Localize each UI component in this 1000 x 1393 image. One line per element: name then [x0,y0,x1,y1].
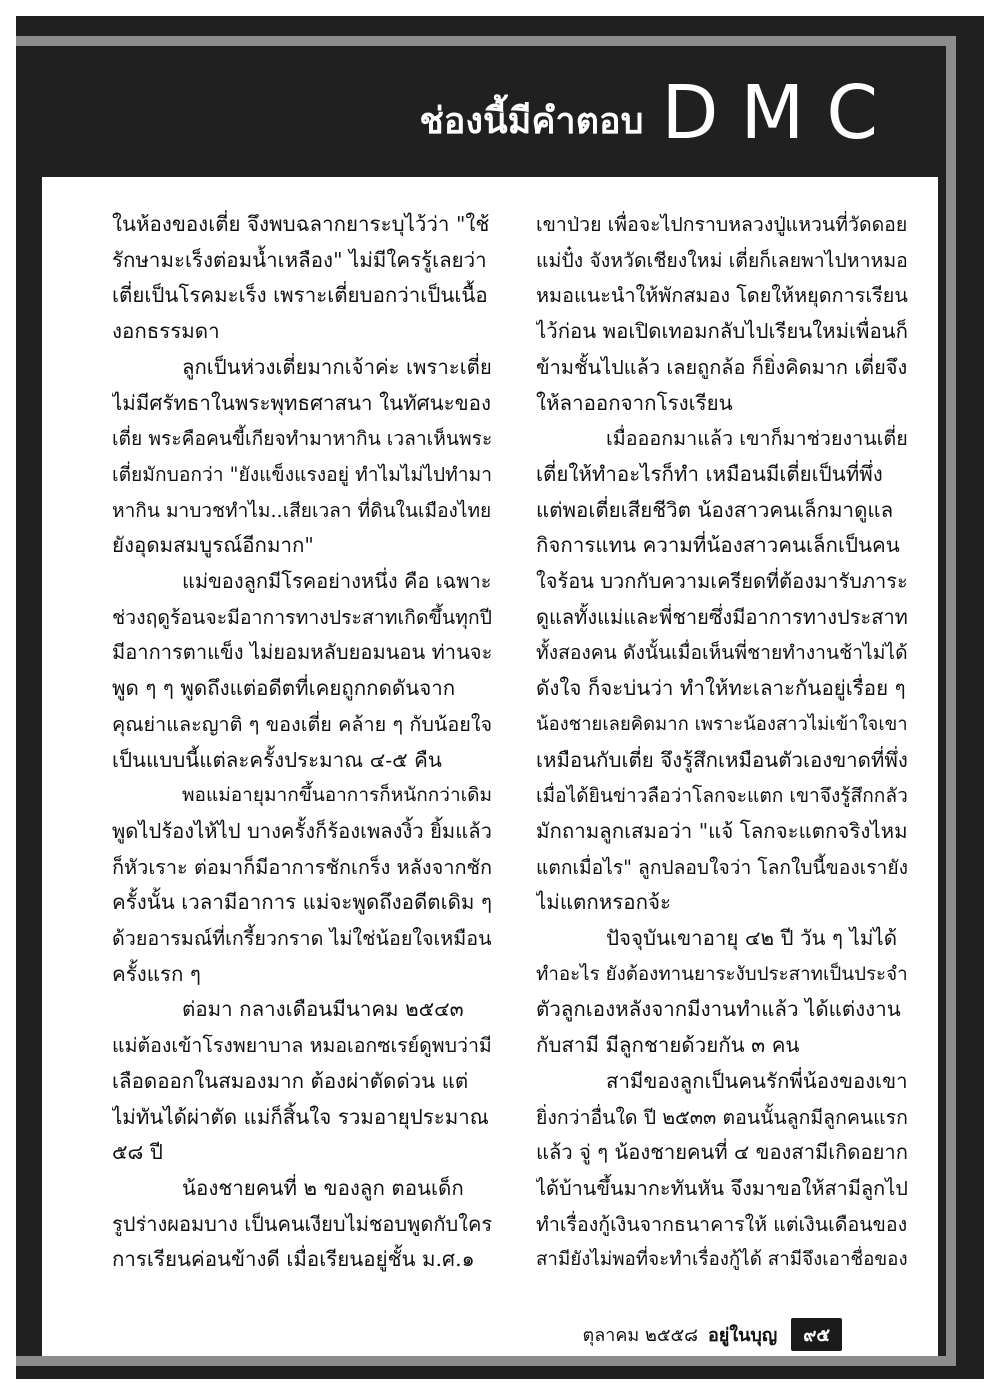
text-line: น้องชายคนที่ ๒ ของลูก ตอนเด็ก [182,1175,464,1200]
text-line: รูปร่างผอมบาง เป็นคนเงียบไม่ชอบพูดกับใคร [112,1211,492,1236]
text-line: ดูแลทั้งแม่และพี่ชายซึ่งมีอาการทางประสาท [536,604,908,629]
text-line: ไม่แตกหรอกจ้ะ [536,890,672,915]
text-line: งอกธรรมดา [112,319,220,344]
text-line: แต่พอเตี่ยเสียชีวิต น้องสาวคนเล็กมาดูแล [536,497,894,522]
footer-text [583,1318,842,1351]
header-title-dmc: DMC [661,70,900,156]
text-line: กิจการแทน ความที่น้องสาวคนเล็กเป็นคน [536,533,900,558]
text-line: พูด ๆ ๆ พูดถึงแต่อดีตที่เคยถูกกดดันจาก [112,676,456,701]
text-line: มักถามลูกเสมอว่า "แจ้ โลกจะแตกจริงไหม [536,818,908,843]
text-line: ดังใจ ก็จะบ่นว่า ทำให้ทะเลาะกันอยู่เรื่อย ๆ [536,676,906,701]
text-line: แตกเมื่อไร" ลูกปลอบใจว่า โลกใบนี้ของเรายัง [536,855,908,879]
text-line: คุณย่าและญาติ ๆ ของเตี่ย คล้าย ๆ กับน้อยใจ [112,712,492,736]
text-line: ลูกเป็นห่วงเตี่ยมากเจ้าค่ะ เพราะเตี่ย [182,354,492,379]
text-line: ช่วงฤดูร้อนจะมีอาการทางประสาทเกิดขึ้นทุกปี [112,605,492,629]
left-column [112,207,492,1278]
footer-date: ตุลาคม ๒๕๕๘ [582,1325,698,1346]
text-line: ด้วยอารมณ์ที่เกรี้ยวกราด ไม่ใช่น้อยใจเหมือน [112,927,492,951]
text-line: ทำอะไร ยังต้องทานยาระงับประสาทเป็นประจำ [536,963,908,985]
text-line: เตี่ย พระคือคนขี้เกียจทำมาหากิน เวลาเห็นพระ [112,427,492,451]
text-line: มีอาการตาแข็ง ไม่ยอมหลับยอมนอน ท่านจะ [112,640,492,665]
text-line: ครั้งนั้น เวลามีอาการ แม่จะพูดถึงอดีตเดิม ๆ [112,890,492,915]
text-line: เตี่ยเป็นโรคมะเร็ง เพราะเตี่ยบอกว่าเป็นเนื้อ [112,283,488,308]
text-line: ยิ่งกว่าอื่นใด ปี ๒๕๓๓ ตอนนั้นลูกมีลูกคนแรก [536,1105,908,1129]
text-line: รักษามะเร็งต่อมน้ำเหลือง" ไม่มีใครรู้เลยว่า [112,247,487,272]
text-line: ก็หัวเราะ ต่อมาก็มีอาการชักเกร็ง หลังจากชัก [112,855,492,879]
text-line: ทั้งสองคน ดังนั้นเมื่อเห็นพี่ชายทำงานช้าไม่ได้ [536,641,908,665]
text-line: แม่ปั๋ง จังหวัดเชียงใหม่ เตี่ยก็เลยพาไปหาหมอ [536,248,908,272]
text-line: เป็นแบบนี้แต่ละครั้งประมาณ ๔-๕ คืน [112,747,442,772]
text-line: แม่ต้องเข้าโรงพยาบาล หมอเอกซเรย์ดูพบว่ามี [112,1034,492,1058]
text-line: เหมือนกับเตี่ย จึงรู้สึกเหมือนตัวเองขาดที่พึ่ง [536,747,908,772]
text-line: ไว้ก่อน พอเปิดเทอมกลับไปเรียนใหม่เพื่อนก็ [536,319,908,344]
text-line: ไม่ทันได้ผ่าตัด แม่ก็สิ้นใจ รวมอายุประมาณ [112,1104,489,1129]
text-line: น้องชายเลยคิดมาก เพราะน้องสาวไม่เข้าใจเขา [536,713,908,735]
text-line: ได้บ้านขึ้นมากะทันหัน จึงมาขอให้สามีลูกไป [536,1176,908,1200]
text-line: ให้ลาออกจากโรงเรียน [536,390,733,415]
text-line: ใจร้อน บวกกับความเครียดที่ต้องมารับภาระ [536,569,908,594]
text-line: ๕๘ ปี [112,1140,163,1165]
text-line: การเรียนค่อนข้างดี เมื่อเรียนอยู่ชั้น ม.ศ.๑ [112,1247,475,1272]
text-line: ยังอุดมสมบูรณ์อีกมาก" [112,533,314,558]
text-line: แล้ว จู่ ๆ น้องชายคนที่ ๔ ของสามีเกิดอยาก [536,1140,908,1165]
text-line: เมื่อออกมาแล้ว เขาก็มาช่วยงานเตี่ย [606,427,908,451]
text-line: ในห้องของเตี่ย จึงพบฉลากยาระบุไว้ว่า "ใช้ [112,212,490,236]
text-line: ต่อมา กลางเดือนมีนาคม ๒๕๔๓ [182,997,464,1022]
text-line: กับสามี มีลูกชายด้วยกัน ๓ คน [536,1033,800,1058]
text-line: พูดไปร้องไห้ไป บางครั้งก็ร้องเพลงงิ้ว ยิ้มแล้ว [112,818,492,843]
gray-bar-right [946,36,956,1366]
page-header [419,70,900,156]
text-line: ตัวลูกเองหลังจากมีงานทำแล้ว ได้แต่งงาน [536,997,901,1022]
footer-magazine-name: อยู่ในบุญ [707,1325,778,1346]
header-title-thai: ช่องนี้มีคำตอบ [419,101,644,142]
text-line: แม่ของลูกมีโรคอย่างหนึ่ง คือ เฉพาะ [182,569,492,594]
text-line: ข้ามชั้นไปแล้ว เลยถูกล้อ ก็ยิ่งคิดมาก เตี่ยจึง [536,354,908,379]
content-area [42,177,938,1312]
text-line: หากิน มาบวชทำไม..เสียเวลา ที่ดินในเมืองไทย [112,498,492,522]
text-line: ปัจจุบันเขาอายุ ๔๒ ปี วัน ๆ ไม่ได้ [606,926,898,951]
text-line: เตี่ยให้ทำอะไรก็ทำ เหมือนมีเตี่ยเป็นที่พึ่ง [536,461,883,486]
text-line: เขาป่วย เพื่อจะไปกราบหลวงปู่แหวนที่วัดดอย [536,213,908,236]
text-line: หมอแนะนำให้พักสมอง โดยให้หยุดการเรียน [536,284,908,308]
text-line: สามียังไม่พอที่จะทำเรื่องกู้ได้ สามีจึงเอาชื่อของ [536,1249,908,1271]
right-column [536,207,908,1278]
text-line: สามีของลูกเป็นคนรักพี่น้องของเขา [606,1068,908,1093]
text-line: เลือดออกในสมองมาก ต้องผ่าตัดด่วน แต่ [112,1068,469,1093]
text-line: เตี่ยมักบอกว่า "ยังแข็งแรงอยู่ ทำไมไม่ไปทำมา [112,462,492,486]
text-line: เมื่อได้ยินข่าวลือว่าโลกจะแตก เขาจึงรู้สึกกลัว [536,784,908,808]
gray-bar-top [16,36,956,46]
page-number: ๙๕ [791,1318,842,1351]
page-footer [42,1312,938,1356]
text-line: ไม่มีศรัทธาในพระพุทธศาสนา ในทัศนะของ [112,390,491,415]
text-line: พอแม่อายุมากขึ้นอาการก็หนักกว่าเดิม [182,784,492,807]
text-line: ทำเรื่องกู้เงินจากธนาคารให้ แต่เงินเดือนของ [536,1212,908,1236]
gray-bar-bottom [16,1356,956,1366]
text-line: ครั้งแรก ๆ [112,961,201,986]
